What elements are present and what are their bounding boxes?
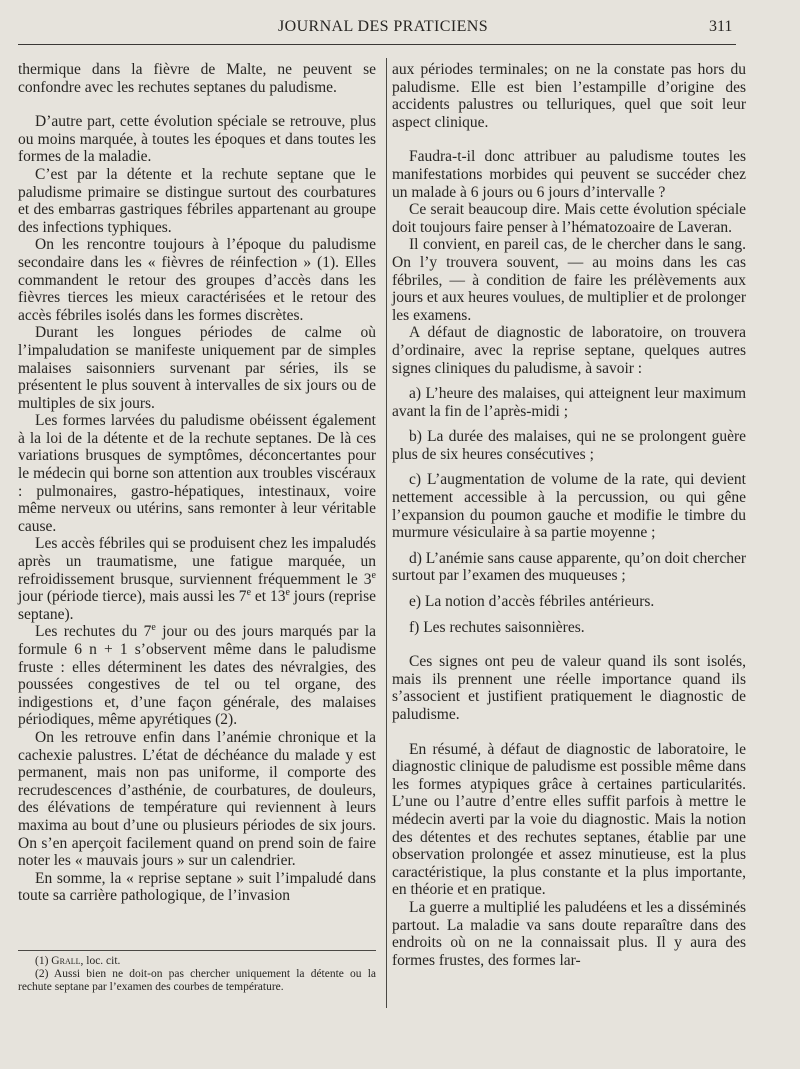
paragraph: On les retrouve enfin dans l’anémie chronique et la cachexie palustres. L’état de déchéance du malade y est permanent, mais non pas uniforme, il comporte des recrudescences d’asthénie, de courbatures, de douleurs, des élévations de température qui reviennent à leurs maxima au bout d’une ou plusieurs périodes de six jours. On s’en aperçoit facilement quand on prend soin de faire noter les « mauvais jours » sur un calendrier. <box>18 728 376 870</box>
paragraph: Ces signes ont peu de valeur quand ils sont isolés, mais ils prennent une réelle importance quand ils s’associent et justifient pratiquement le diagnostic de paludisme. <box>392 653 746 723</box>
paragraph: C’est par la détente et la rechute septane que le paludisme primaire se distingue surtout des courbatures et des embarras gastriques fébriles appartenant au groupe des infections typhiques. <box>18 165 376 236</box>
paragraph: Les accès fébriles qui se produisent chez les impaludés après un traumatisme, une fatigue marquée, un refroidissement brusque, surviennent fréquemment le 3e jour (période tierce), mais aussi les 7e et 13e jours (reprise septane). <box>18 535 376 623</box>
paragraph: La guerre a multiplié les paludéens et les a disséminés partout. La maladie va sans doute reparaître dans des endroits où on ne la connaissait plus. Il y aura des formes frustes, des formes lar- <box>392 898 746 969</box>
list-item: e) La notion d’accès fébriles antérieurs. <box>409 593 655 611</box>
footnote-rule <box>18 950 376 951</box>
paragraph: Durant les longues périodes de calme où l’impaludation se manifeste uniquement par de simples malaises saisonniers survenant par séries, ils se présentent le plus souvent à intervalles de six jours ou de multiples de six jours. <box>18 324 376 412</box>
footnote-2: (2) Aussi bien ne doit-on pas chercher uniquement la détente ou la rechute septane par l’examen des courbes de température. <box>18 968 376 993</box>
list-item: b) La durée des malaises, qui ne se prolongent guère plus de six heures consécutives ; <box>392 428 746 463</box>
paragraph: En somme, la « reprise septane » suit l’impaludé dans toute sa carrière pathologique, de l’invasion <box>18 869 376 905</box>
paragraph: Les formes larvées du paludisme obéissent également à la loi de la détente et de la rechute septanes. De là ces variations brusques de symptômes, déconcertantes pour le médecin qui borne son attention aux troubles viscéraux : pulmonaires, gastro-hépatiques, intestinaux, voire même nerveux ou utérins, sans remonter à leur véritable cause. <box>18 412 376 535</box>
paragraph: D’autre part, cette évolution spéciale se retrouve, plus ou moins marquée, à toutes les époques et dans toutes les formes de la maladie. <box>18 113 376 166</box>
paragraph: En résumé, à défaut de diagnostic de laboratoire, le diagnostic clinique de paludisme est possible même dans les formes atypiques grâce à certaines particularités. L’une ou l’autre d’entre elles suffit parfois à mettre le médecin averti par la voie du diagnostic. Mais la notion des détentes et des rechutes septanes, établie par une observation prolongée et assez minutieuse, est la plus caractéristique, la plus constante et la plus importante, en théorie et en pratique. <box>392 740 746 899</box>
paragraph: A défaut de diagnostic de laboratoire, on trouvera d’ordinaire, avec la reprise septane, quelques autres signes cliniques du paludisme, à savoir : <box>392 324 746 377</box>
right-column <box>392 61 746 969</box>
paragraph: Faudra-t-il donc attribuer au paludisme toutes les manifestations morbides qui peuvent se succéder chez un malade à 6 jours ou 6 jours d’intervalle ? <box>392 148 746 201</box>
journal-title: JOURNAL DES PRATICIENS <box>278 18 489 35</box>
list-item: c) L’augmentation de volume de la rate, qui devient nettement accessible à la percussion, ou qui gêne l’expansion du poumon gauche et modifie le timbre du murmure vésiculaire à sa partie moyenne ; <box>392 471 746 542</box>
list-item: d) L’anémie sans cause apparente, qu’on doit chercher surtout par l’examen des muqueuses ; <box>392 549 746 585</box>
paragraph: On les rencontre toujours à l’époque du paludisme secondaire dans les « fièvres de réinfection » (1). Elles commandent le retour des groupes d’accès dans les fièvres tierces les mieux caractérisées et le retour des accès fébriles isolés dans les formes discrètes. <box>18 236 376 324</box>
header-rule <box>18 44 736 45</box>
page-number: 311 <box>709 18 733 35</box>
left-column <box>18 61 376 905</box>
paragraph: Les rechutes du 7e jour ou des jours marqués par la formule 6 n + 1 s’observent même dans le paludisme fruste : elles déterminent les dates des névralgies, des poussées congestives de tel ou tel organe, des indigestions et, d’une façon générale, des malaises périodiques, même apyrétiques (2). <box>18 622 376 729</box>
paragraph: aux périodes terminales; on ne la constate pas hors du paludisme. Elle est bien l’estampille d’origine des accidents palustres ou telluriques, quel que soit leur aspect clinique. <box>392 61 746 131</box>
list-item: f) Les rechutes saisonnières. <box>409 618 585 636</box>
paragraph: Il convient, en pareil cas, de le chercher dans le sang. On l’y trouvera souvent, — au moins dans les cas fébriles, — à condition de faire les prélèvements aux jours et aux heures voulues, de multiplier et de prolonger les examens. <box>392 236 746 324</box>
paragraph: thermique dans la fièvre de Malte, ne peuvent se confondre avec les rechutes septanes du paludisme. <box>18 61 376 96</box>
column-divider <box>386 58 387 1008</box>
running-header <box>0 18 800 42</box>
paragraph: Ce serait beaucoup dire. Mais cette évolution spéciale doit toujours faire penser à l’hématozoaire de Laveran. <box>392 201 746 236</box>
footnotes <box>18 955 376 994</box>
list-item: a) L’heure des malaises, qui atteignent leur maximum avant la fin de l’après-midi ; <box>392 385 746 420</box>
footnote-1: (1) Grall, loc. cit. <box>35 955 121 967</box>
